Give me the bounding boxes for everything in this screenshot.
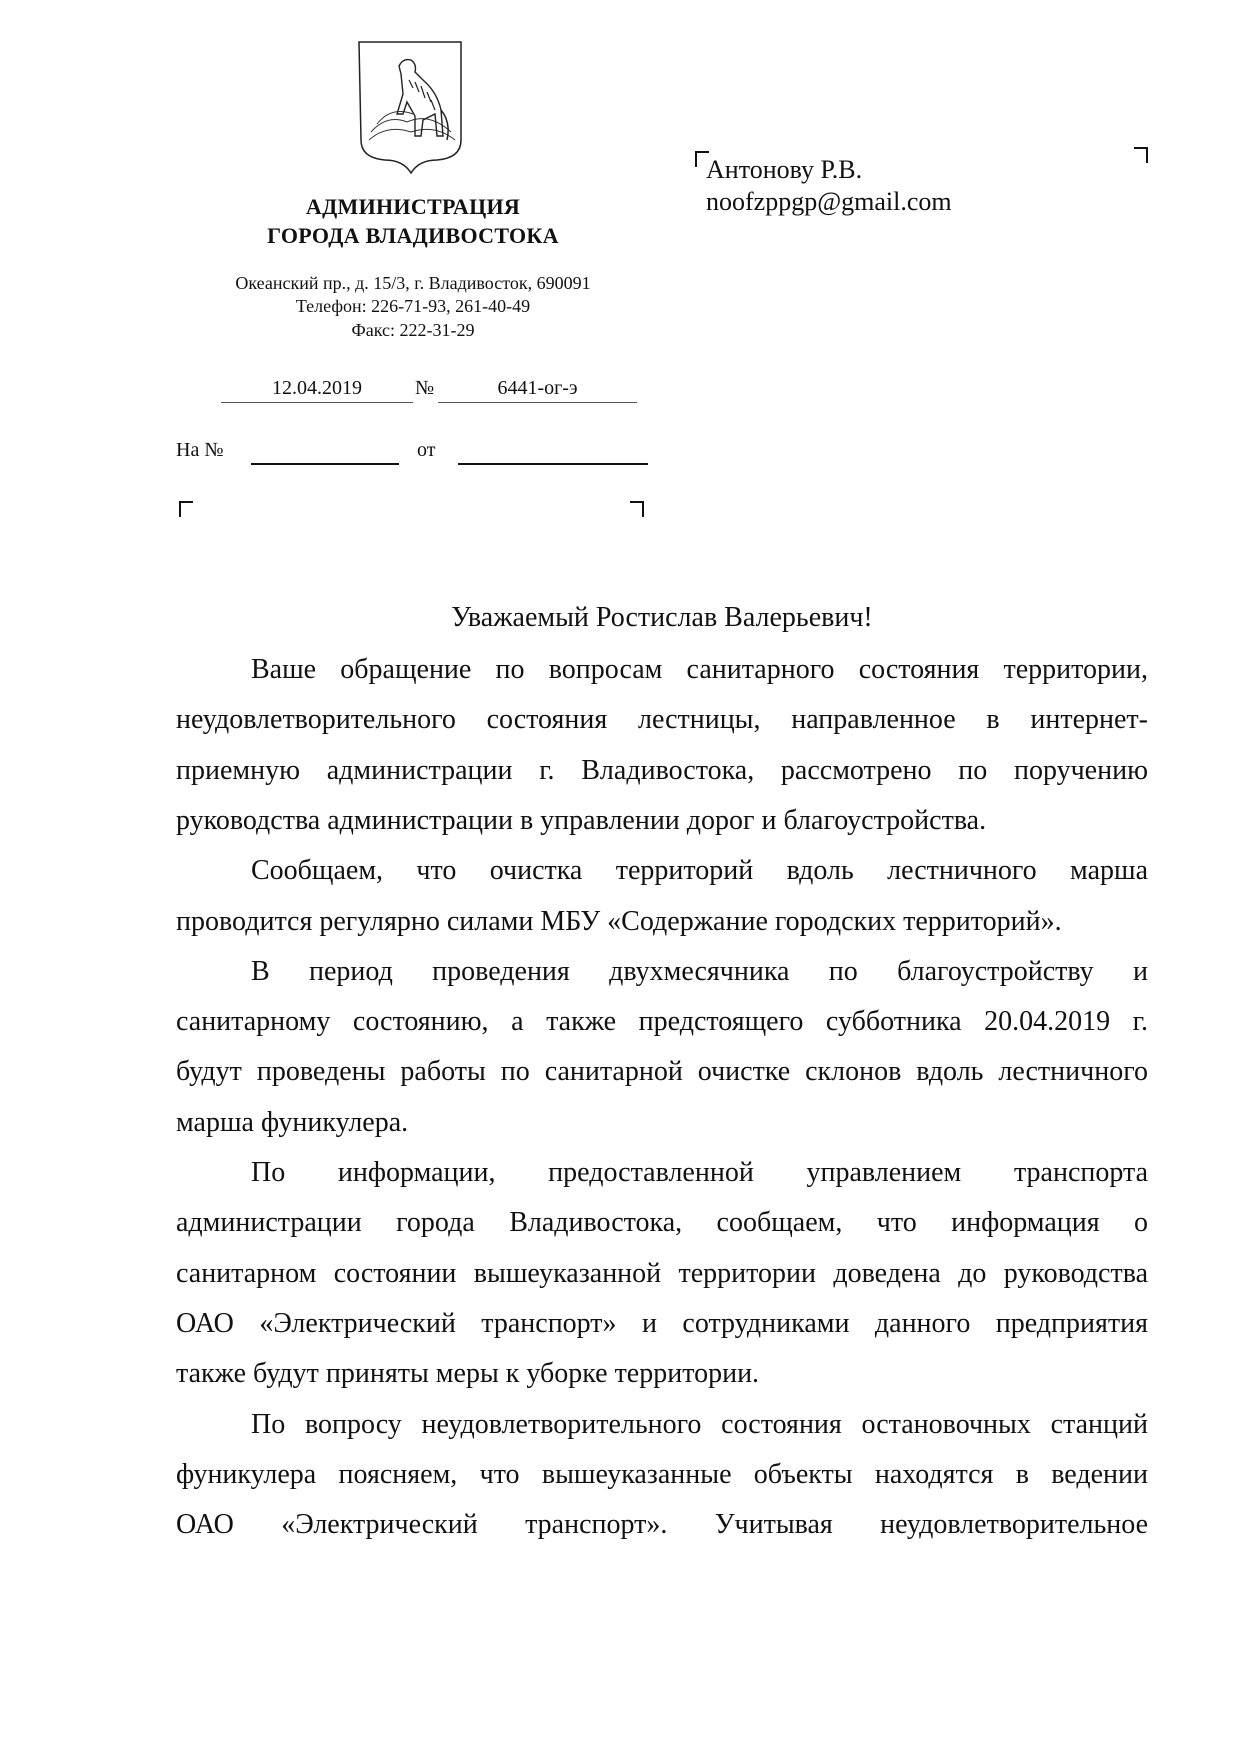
date-underline	[221, 402, 413, 403]
recipient-corner-right	[1134, 147, 1148, 163]
recipient-email: noofzppgp@gmail.com	[706, 187, 952, 216]
body-text-line: санитарному состоянию, а также предстоящего субботника 20.04.2019 г.	[176, 1006, 1148, 1038]
body-text-line: также будут приняты меры к уборке территории.	[176, 1358, 760, 1390]
org-fax: Факс: 222-31-29	[351, 320, 475, 340]
body-text-line: администрации города Владивостока, сообщаем, что информация о	[176, 1207, 1148, 1239]
corner-mark-left	[179, 501, 193, 517]
coat-of-arms-icon	[357, 40, 465, 175]
org-phone: Телефон: 226-71-93, 261-40-49	[295, 296, 531, 316]
recipient-name: Антонову Р.В.	[706, 155, 863, 184]
body-text-line: В период проведения двухмесячника по благоустройству и	[251, 955, 1148, 987]
body-text-line: фуникулера поясняем, что вышеуказанные объекты находятся в ведении	[176, 1458, 1148, 1490]
org-name-line2: ГОРОДА ВЛАДИВОСТОКА	[267, 223, 559, 248]
document-number: 6441-ог-э	[497, 377, 578, 399]
body-text-line: руководства администрации в управлении дорог и благоустройства.	[176, 804, 987, 836]
body-text-line: По информации, предоставленной управлением транспорта	[251, 1157, 1148, 1188]
org-name-line1: АДМИНИСТРАЦИЯ	[305, 194, 521, 219]
reference-label: На №	[176, 439, 224, 461]
greeting: Уважаемый Ростислав Валерьевич!	[451, 602, 873, 633]
number-underline	[438, 402, 637, 403]
corner-mark-right	[630, 501, 644, 517]
body-text-line: марша фуникулера.	[176, 1106, 409, 1138]
number-sign: №	[415, 377, 435, 399]
document-date: 12.04.2019	[272, 377, 362, 399]
body-text-line: санитарном состоянии вышеуказанной территории доведена до руководства	[176, 1257, 1148, 1289]
reference-number-blank	[251, 463, 399, 465]
org-address: Океанский пр., д. 15/3, г. Владивосток, 690091	[235, 273, 591, 293]
body-text-line: будут проведены работы по санитарной очистке склонов вдоль лестничного	[176, 1056, 1148, 1088]
body-text-line: ОАО «Электрический транспорт» и сотрудниками данного предприятия	[176, 1307, 1148, 1339]
reference-date-blank	[458, 463, 648, 465]
from-label: от	[417, 439, 436, 461]
body-text-line: неудовлетворительного состояния лестницы, направленное в интернет-	[176, 704, 1148, 736]
body-text-line: ОАО «Электрический транспорт». Учитывая неудовлетворительное	[176, 1509, 1148, 1541]
body-text-line: Ваше обращение по вопросам санитарного состояния территории,	[251, 654, 1148, 685]
body-text-line: По вопросу неудовлетворительного состояния остановочных станций	[251, 1408, 1148, 1440]
body-text-line: Сообщаем, что очистка территорий вдоль лестничного марша	[251, 855, 1148, 887]
body-text-line: проводится регулярно силами МБУ «Содержание городских территорий».	[176, 905, 1062, 937]
body-text-line: приемную администрации г. Владивостока, рассмотрено по поручению	[176, 754, 1148, 786]
